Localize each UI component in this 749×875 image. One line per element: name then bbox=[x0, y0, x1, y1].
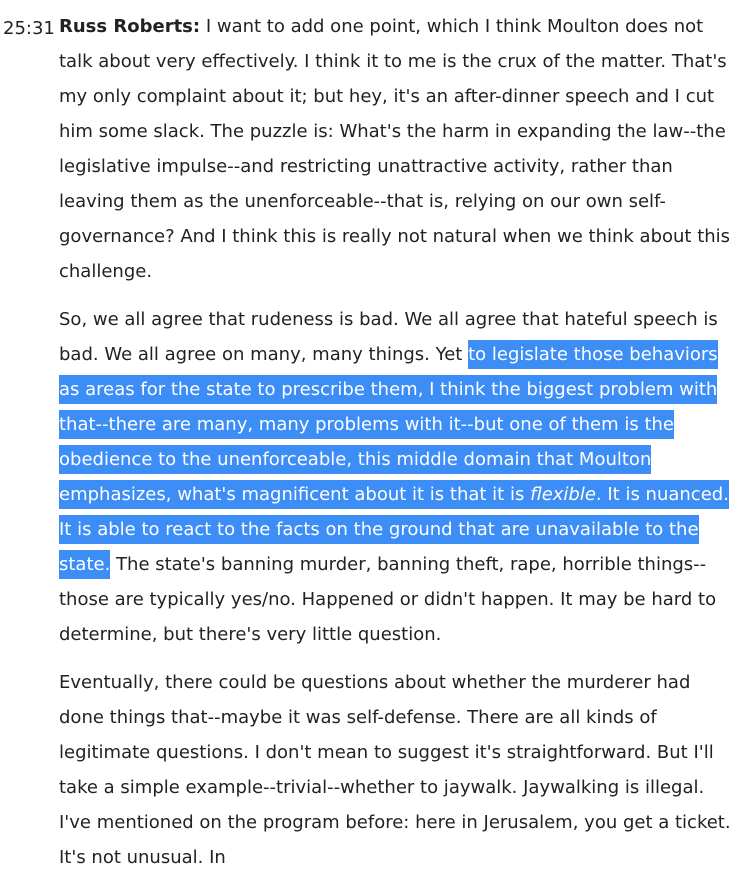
selected-text[interactable]: to legislate those behaviors as areas for the state to prescribe them, I think the biggest problem with that--there are many, many problems with it--but one of them is the obedience to the unenforceable, this middle domain that Moulton emphasizes, what's magnificent about it is that it is bbox=[59, 340, 718, 509]
timestamp: 25:31 bbox=[3, 18, 55, 39]
paragraph-1 bbox=[59, 9, 737, 289]
paragraph-text: I want to add one point, which I think Moulton does not talk about very effectively. I think it to me is the crux of the matter. That's my only complaint about it; but hey, it's an after-dinner speech and I cut him some slack. The puzzle is: What's the harm in expanding the law--the legislative impulse--and restricting unattractive activity, rather than leaving them as the unenforceable--that is, relying on our own self-governance? And I think this is really not natural when we think about this challenge. bbox=[59, 16, 731, 282]
selected-text-end[interactable]: . It is nuanced. It is able to react to the facts on the ground that are unavailable to the state. bbox=[59, 480, 729, 579]
paragraph-text: Eventually, there could be questions about whether the murderer had done things that--maybe it was self-defense. There are all kinds of legitimate questions. I don't mean to suggest it's straightforward. But I'll take a simple example--trivial--whether to jaywalk. Jaywalking is illegal. I've mentioned on the program before: here in Jerusalem, you get a ticket. It's not unusual. In bbox=[59, 672, 731, 868]
paragraph-3 bbox=[59, 665, 737, 875]
paragraph-text-tail: The state's banning murder, banning theft, rape, horrible things--those are typically yes/no. Happened or didn't happen. It may be hard to determine, but there's very little question. bbox=[59, 554, 717, 645]
speaker-name: Russ Roberts: bbox=[59, 16, 201, 37]
paragraph-text: So, we all agree that rudeness is bad. We all agree that hateful speech is bad. We all agree on many, many things. Yet bbox=[59, 309, 718, 365]
paragraph-2 bbox=[59, 302, 737, 652]
transcript-content bbox=[59, 0, 737, 875]
selected-emphasis-text[interactable]: flexible bbox=[530, 480, 596, 509]
